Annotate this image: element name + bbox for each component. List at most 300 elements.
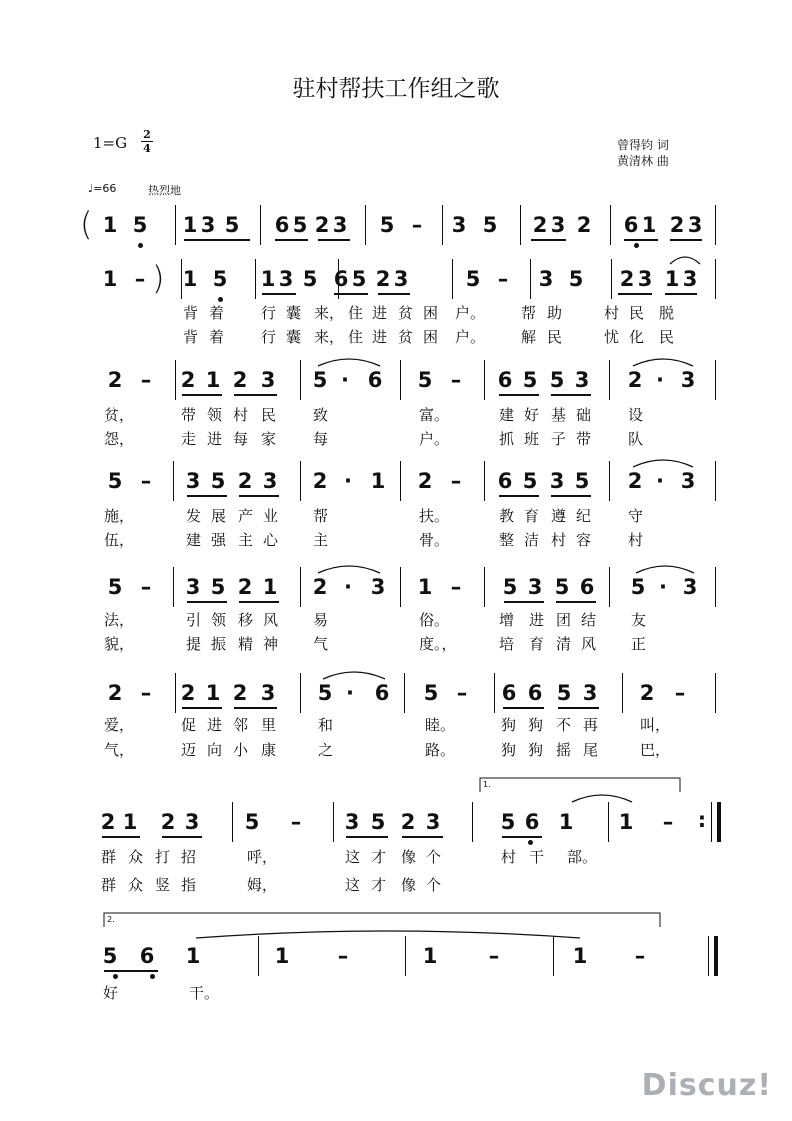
bar-line xyxy=(260,205,261,245)
beam-underline xyxy=(378,293,410,295)
lyric-verse-2: 心 xyxy=(263,531,279,549)
score-note: 3 xyxy=(550,213,566,237)
lyric-verse-1: 里 xyxy=(261,716,277,734)
score-note: 3 xyxy=(549,469,565,493)
score-note: 5 xyxy=(574,469,590,493)
lyric-verse-1: 致 xyxy=(313,406,329,424)
lyric-verse-2: 众 xyxy=(128,876,144,894)
bar-line xyxy=(173,567,174,607)
lyric-verse-1: 础 xyxy=(576,406,592,424)
lyric-verse-2: 正 xyxy=(631,635,647,653)
open-parenthesis: ( xyxy=(80,205,93,243)
score-note: 6 xyxy=(274,213,290,237)
beam-underline xyxy=(275,239,308,241)
bar-line xyxy=(255,259,256,299)
score-note: – xyxy=(450,368,462,392)
lyric-verse-1: 团 xyxy=(556,611,572,629)
lyric-verse-1: 村 xyxy=(233,406,249,424)
lyric-verse-2: 才 xyxy=(371,876,387,894)
bar-line xyxy=(715,461,716,501)
lyric-verse-1: 睦。 xyxy=(425,716,456,734)
score-note: 5 xyxy=(107,575,123,599)
bar-line xyxy=(405,936,406,976)
bar-line xyxy=(175,673,176,713)
beam-underline xyxy=(162,836,202,838)
lyric-verse-2: 清 xyxy=(556,635,572,653)
score-note: 5 xyxy=(210,469,226,493)
score-note: 5 xyxy=(224,213,240,237)
score-note: 2 xyxy=(180,368,196,392)
score-note: 6 xyxy=(367,368,383,392)
lyric-verse-2: 气 xyxy=(313,635,329,653)
bar-line xyxy=(715,360,716,400)
beam-underline xyxy=(402,836,443,838)
score-note: 1 xyxy=(618,810,634,834)
score-note: 5 xyxy=(482,213,498,237)
score-note: · xyxy=(659,575,667,599)
lyric-verse-2: 村 xyxy=(551,531,567,549)
score-note: 3 xyxy=(687,213,703,237)
lyric-verse-1: 教 xyxy=(499,507,515,525)
lyric-verse-2: 家 xyxy=(261,430,277,448)
first-ending-label: 1. xyxy=(483,780,491,789)
bar-line xyxy=(484,461,485,501)
bar-line xyxy=(300,360,301,400)
lyric-verse-1: 贫， xyxy=(104,406,135,424)
slur-arc xyxy=(670,257,700,264)
beam-underline xyxy=(502,836,542,838)
bar-line xyxy=(484,360,485,400)
lyric-verse-1: 帮 xyxy=(521,304,537,322)
score-note: 3 xyxy=(344,810,360,834)
lyric-verse-1: 引 xyxy=(186,611,202,629)
score-note: 6 xyxy=(333,267,349,291)
bar-line xyxy=(175,205,176,245)
lyric-verse-2: 气， xyxy=(104,741,135,759)
beam-underline xyxy=(504,601,544,603)
lyric-verse-1: 施， xyxy=(104,507,135,525)
lyric-verse-2: 摇 xyxy=(556,741,572,759)
lyric-verse-2: 骨。 xyxy=(419,531,450,549)
beam-underline xyxy=(262,293,296,295)
score-note: : xyxy=(697,808,707,832)
score-note: 5 xyxy=(465,267,481,291)
lyric-verse-1: 再 xyxy=(583,716,599,734)
lyric-verse-1: 这 xyxy=(345,848,361,866)
lyric-verse-1: 发 xyxy=(186,507,202,525)
lyric-verse-1: 建 xyxy=(499,406,515,424)
lyric-verse-2: 姆， xyxy=(247,876,278,894)
beam-underline xyxy=(499,394,539,396)
score-note: 5 xyxy=(312,368,328,392)
lyric-verse-1: 打 xyxy=(155,848,171,866)
score-note: 5 xyxy=(292,213,308,237)
lyric-verse-1: 众 xyxy=(128,848,144,866)
lyric-verse-1: 邻 xyxy=(233,716,249,734)
lyric-verse-1: 增 xyxy=(499,611,515,629)
lyric-verse-2: 班 xyxy=(524,430,540,448)
lyric-verse-2: 貌， xyxy=(104,635,135,653)
lyric-verse-1: 着 xyxy=(209,304,225,322)
score-note: 2 xyxy=(417,469,433,493)
score-note: 5 xyxy=(379,213,395,237)
final-bar xyxy=(708,936,709,976)
beam-underline xyxy=(234,394,277,396)
second-ending-bracket xyxy=(104,913,660,927)
score-note: 1 xyxy=(182,267,198,291)
lyric-verse-1: 叫， xyxy=(640,716,671,734)
lyric-verse-1: 帮 xyxy=(313,507,329,525)
bar-line xyxy=(472,802,473,842)
score-note: 5 xyxy=(522,368,538,392)
lyric-verse-1: 领 xyxy=(211,611,227,629)
beam-underline xyxy=(104,970,158,972)
beam-underline xyxy=(102,836,140,838)
lyric-verse-1: 狗 xyxy=(528,716,544,734)
bar-line xyxy=(400,461,401,501)
score-note: 6 xyxy=(139,944,155,968)
score-note: 5 xyxy=(556,681,572,705)
lyric-verse-1: 脱 xyxy=(659,304,675,322)
lyric-verse-2: 精 xyxy=(238,635,254,653)
beam-underline xyxy=(239,601,279,603)
score-note: 5 xyxy=(630,575,646,599)
lyric-verse-2: 这 xyxy=(345,876,361,894)
beam-underline xyxy=(239,495,279,497)
lyric-verse-2: 群 xyxy=(101,876,117,894)
score-note: 3 xyxy=(278,267,294,291)
score-note: 3 xyxy=(185,469,201,493)
score-note: 6 xyxy=(374,681,390,705)
lyric-verse-2: 怨， xyxy=(104,430,135,448)
score-note: 2 xyxy=(312,575,328,599)
score-note: 1 xyxy=(185,944,201,968)
lyric-verse-1: 易 xyxy=(313,611,329,629)
beam-underline xyxy=(182,394,222,396)
slur-arc xyxy=(633,359,693,366)
lyric-verse-2: 个 xyxy=(426,876,442,894)
lyric-verse-2: 容 xyxy=(576,531,592,549)
lyric-verse-1: 结 xyxy=(581,611,597,629)
score-note: – xyxy=(488,944,500,968)
beam-underline xyxy=(187,601,227,603)
score-note: 2 xyxy=(619,267,635,291)
score-note: 2 xyxy=(232,368,248,392)
score-note: 1 xyxy=(641,213,657,237)
lyric-verse-1: 纪 xyxy=(576,507,592,525)
lyric-verse-1: 风 xyxy=(263,611,279,629)
score-note: 2 xyxy=(375,267,391,291)
lyric-verse-1: 扶。 xyxy=(419,507,450,525)
slur-arc xyxy=(318,359,380,366)
score-note: – xyxy=(634,944,646,968)
lyric-verse-2: 巴， xyxy=(640,741,671,759)
lyric-verse-1: 户。 xyxy=(455,304,486,322)
watermark-logo: Discuz! xyxy=(641,1068,772,1103)
lyric-verse-1: 移 xyxy=(238,611,254,629)
lyric-verse-1: 呼， xyxy=(247,848,278,866)
score-note: 3 xyxy=(574,368,590,392)
lyric-verse-2: 强 xyxy=(211,531,227,549)
repeat-end-bar xyxy=(717,802,721,842)
score-note: · xyxy=(346,681,354,705)
lyric-verse-1: 困 xyxy=(423,304,439,322)
lyric-verse-2: 竖 xyxy=(155,876,171,894)
score-note: 5 xyxy=(317,681,333,705)
bar-line xyxy=(175,360,176,400)
bar-line xyxy=(494,673,495,713)
score-note: 3 xyxy=(184,810,200,834)
score-note: – xyxy=(662,810,674,834)
score-note: – xyxy=(140,575,152,599)
score-note: 1 xyxy=(205,368,221,392)
score-note: 5 xyxy=(502,575,518,599)
lyric-verse-1: 带 xyxy=(181,406,197,424)
lyric-verse-2: 伍， xyxy=(104,531,135,549)
lyric-verse-1: 村 xyxy=(501,848,517,866)
lyric-verse-1: 住 xyxy=(348,304,364,322)
beam-underline xyxy=(334,293,368,295)
score-note: 5 xyxy=(500,810,516,834)
lyric-verse-2: 困 xyxy=(423,328,439,346)
beam-underline xyxy=(618,293,652,295)
score-note: – xyxy=(674,681,686,705)
score-note: 6 xyxy=(524,810,540,834)
slur-arc xyxy=(196,931,580,938)
slur-arc xyxy=(633,460,693,467)
score-note: 6 xyxy=(497,469,513,493)
score-note: 1 xyxy=(422,944,438,968)
beam-underline xyxy=(184,239,250,241)
bar-line xyxy=(715,673,716,713)
close-parenthesis: ) xyxy=(152,259,165,297)
score-note: 6 xyxy=(501,681,517,705)
score-note: 2 xyxy=(232,681,248,705)
beam-underline xyxy=(551,394,591,396)
score-note: 1 xyxy=(274,944,290,968)
lyric-verse-1: 村 xyxy=(604,304,620,322)
lyric-verse-1: 好 xyxy=(103,984,119,1002)
lyric-verse-2: 狗 xyxy=(528,741,544,759)
score-note: 5 xyxy=(417,368,433,392)
bar-line xyxy=(400,567,401,607)
lyric-verse-1: 领 xyxy=(207,406,223,424)
bar-line xyxy=(609,567,610,607)
lyric-verse-2: 风 xyxy=(581,635,597,653)
slur-arc xyxy=(318,566,380,573)
lyric-verse-1: 育 xyxy=(524,507,540,525)
score-note: 2 xyxy=(627,368,643,392)
score-note: 1 xyxy=(558,810,574,834)
lyric-verse-2: 走 xyxy=(181,430,197,448)
time-signature-bottom: 4 xyxy=(143,142,151,155)
score-note: · xyxy=(656,469,664,493)
lyric-verse-2: 村 xyxy=(628,531,644,549)
score-note: 5 xyxy=(132,213,148,237)
beam-underline xyxy=(503,707,544,709)
bar-line xyxy=(232,802,233,842)
score-note: 1 xyxy=(102,213,118,237)
lyric-verse-1: 进 xyxy=(372,304,388,322)
bar-line xyxy=(553,936,554,976)
lyric-verse-2: 整 xyxy=(499,531,515,549)
score-note: 2 xyxy=(532,213,548,237)
score-note: 5 xyxy=(351,267,367,291)
score-note: – xyxy=(450,575,462,599)
score-note: 2 xyxy=(237,575,253,599)
score-note: 2 xyxy=(107,681,123,705)
lyric-verse-1: 来， xyxy=(314,304,345,322)
lyric-verse-2: 来， xyxy=(314,328,345,346)
lyric-verse-2: 建 xyxy=(186,531,202,549)
score-note: 3 xyxy=(527,575,543,599)
lyric-verse-2: 像 xyxy=(401,876,417,894)
score-note: – xyxy=(290,810,302,834)
score-note: 1 xyxy=(182,213,198,237)
lyric-verse-1: 囊 xyxy=(286,304,302,322)
lyric-verse-2: 队 xyxy=(628,430,644,448)
score-note: 5 xyxy=(244,810,260,834)
score-note: 3 xyxy=(200,213,216,237)
score-note: – xyxy=(140,681,152,705)
lyric-verse-1: 才 xyxy=(371,848,387,866)
beam-underline xyxy=(499,495,539,497)
lyric-verse-1: 进 xyxy=(529,611,545,629)
score-note: 3 xyxy=(425,810,441,834)
lyric-verse-1: 贫 xyxy=(398,304,414,322)
score-note: 3 xyxy=(260,368,276,392)
lyric-verse-1: 不 xyxy=(556,716,572,734)
score-note: 5 xyxy=(554,575,570,599)
score-note: 3 xyxy=(682,267,698,291)
beam-underline xyxy=(318,239,350,241)
lyric-verse-2: 培 xyxy=(499,635,515,653)
lyric-verse-1: 产 xyxy=(238,507,254,525)
lyric-verse-2: 度。， xyxy=(419,635,457,653)
score-note: 2 xyxy=(669,213,685,237)
score-note: 2 xyxy=(576,213,592,237)
score-note: – xyxy=(411,213,423,237)
lyric-verse-2: 迈 xyxy=(181,741,197,759)
slur-arc xyxy=(323,672,385,679)
beam-underline xyxy=(346,836,388,838)
lyric-verse-1: 招 xyxy=(181,848,197,866)
beam-underline xyxy=(670,239,702,241)
lyric-verse-2: 主 xyxy=(313,531,329,549)
repeat-end-bar xyxy=(711,802,712,842)
lyric-verse-1: 守 xyxy=(628,507,644,525)
score-note: 3 xyxy=(370,575,386,599)
lyric-verse-1: 基 xyxy=(551,406,567,424)
score-note: 2 xyxy=(400,810,416,834)
score-note: 2 xyxy=(100,810,116,834)
bar-line xyxy=(715,259,716,299)
score-note: 3 xyxy=(538,267,554,291)
lyric-verse-2: 行 xyxy=(261,328,277,346)
bar-line xyxy=(333,802,334,842)
score-note: – xyxy=(140,368,152,392)
lyric-verse-1: 业 xyxy=(263,507,279,525)
lyric-verse-1: 民 xyxy=(629,304,645,322)
beam-underline xyxy=(556,601,596,603)
lyric-verse-1: 行 xyxy=(261,304,277,322)
lyric-verse-2: 康 xyxy=(261,741,277,759)
lyric-verse-1: 友 xyxy=(631,611,647,629)
score-note: 2 xyxy=(160,810,176,834)
score-note: 3 xyxy=(332,213,348,237)
lyric-verse-2: 进 xyxy=(372,328,388,346)
lyric-verse-2: 子 xyxy=(551,430,567,448)
bar-line xyxy=(258,936,259,976)
score-note: 2 xyxy=(314,213,330,237)
slur-arc xyxy=(636,566,694,573)
bar-line xyxy=(365,205,366,245)
beam-underline xyxy=(531,239,566,241)
octave-dot-low xyxy=(113,974,118,979)
lyric-verse-2: 狗 xyxy=(501,741,517,759)
second-ending-label: 2. xyxy=(107,915,115,924)
octave-dot-low xyxy=(528,840,533,845)
lyric-verse-1: 法， xyxy=(104,611,135,629)
composer-credit: 黄清林 曲 xyxy=(617,154,669,168)
score-note: 3 xyxy=(637,267,653,291)
lyric-verse-1: 狗 xyxy=(501,716,517,734)
lyric-verse-1: 好 xyxy=(524,406,540,424)
score-note: 3 xyxy=(260,681,276,705)
lyric-verse-1: 和 xyxy=(318,716,334,734)
beam-underline xyxy=(558,707,599,709)
octave-dot-low xyxy=(150,974,155,979)
score-note: 1 xyxy=(417,575,433,599)
bar-line xyxy=(520,205,521,245)
bar-line xyxy=(452,259,453,299)
score-note: 3 xyxy=(262,469,278,493)
lyric-verse-1: 干。 xyxy=(189,984,220,1002)
lyric-verse-2: 户。 xyxy=(419,430,450,448)
score-note: 1 xyxy=(262,575,278,599)
bar-line xyxy=(404,673,405,713)
score-note: 2 xyxy=(627,469,643,493)
score-note: 6 xyxy=(497,368,513,392)
score-note: – xyxy=(337,944,349,968)
lyric-verse-2: 户。 xyxy=(455,328,486,346)
score-note: – xyxy=(450,469,462,493)
lyric-verse-1: 遵 xyxy=(551,507,567,525)
lyric-verse-2: 囊 xyxy=(286,328,302,346)
lyric-verse-1: 像 xyxy=(401,848,417,866)
score-note: 5 xyxy=(107,469,123,493)
score-note: 3 xyxy=(185,575,201,599)
lyric-verse-1: 干 xyxy=(529,848,545,866)
lyric-verse-2: 着 xyxy=(209,328,225,346)
score-note: 1 xyxy=(205,681,221,705)
lyric-verse-2: 解 xyxy=(521,328,537,346)
lyric-verse-2: 振 xyxy=(211,635,227,653)
bar-line xyxy=(181,259,182,299)
time-signature xyxy=(141,129,153,154)
score-note: 5 xyxy=(210,575,226,599)
lyric-verse-2: 化 xyxy=(629,328,645,346)
lyric-verse-2: 民 xyxy=(547,328,563,346)
beam-underline xyxy=(234,707,277,709)
lyric-verse-2: 指 xyxy=(181,876,197,894)
lyric-verse-1: 个 xyxy=(426,848,442,866)
beam-underline xyxy=(665,293,697,295)
score-note: 3 xyxy=(682,575,698,599)
score-note: 3 xyxy=(680,368,696,392)
lyric-verse-2: 育 xyxy=(529,635,545,653)
lyric-verse-1: 背 xyxy=(183,304,199,322)
